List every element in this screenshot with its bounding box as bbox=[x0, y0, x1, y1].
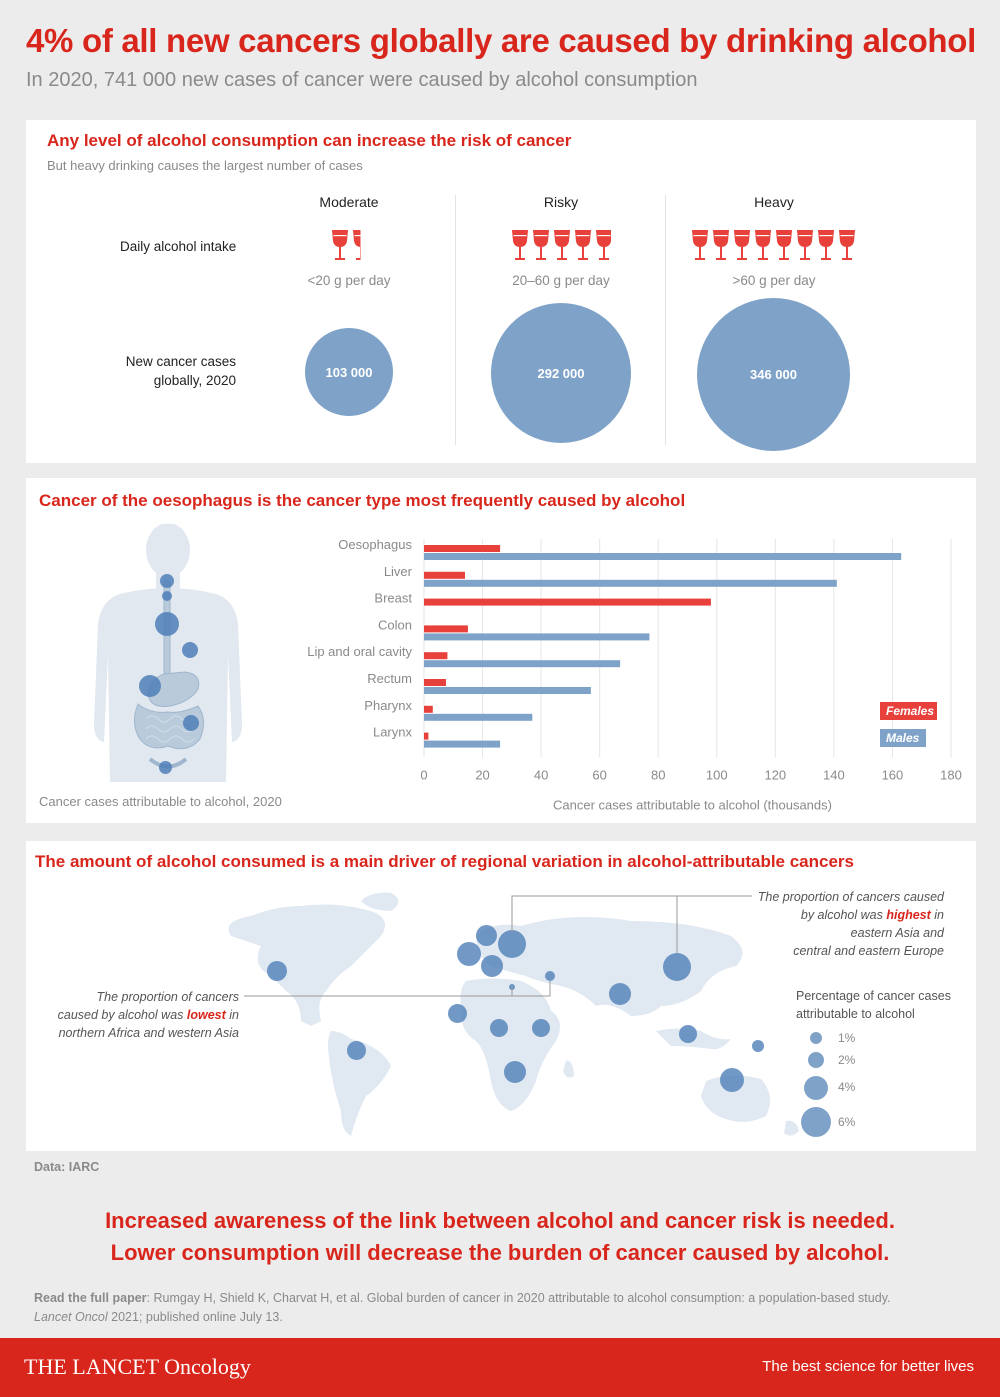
column-head-moderate: Moderate bbox=[319, 194, 379, 210]
cases-bubble-moderate bbox=[305, 328, 393, 416]
body-marker-rectum bbox=[159, 761, 172, 774]
body-marker-oesophagus bbox=[155, 612, 179, 636]
bar-females bbox=[424, 679, 446, 686]
x-tick-label: 140 bbox=[823, 767, 845, 783]
x-tick-label: 0 bbox=[420, 767, 428, 783]
wine-glass-icon bbox=[353, 230, 367, 260]
cta-line-2: Lower consumption will decrease the burden of cancer caused by alcohol. bbox=[110, 1240, 890, 1265]
panel1-title: Any level of alcohol consumption can increase the risk of cancer bbox=[47, 131, 572, 150]
wine-glass-icon bbox=[596, 230, 611, 260]
panel-cancer-types bbox=[26, 478, 976, 823]
reference-tail: 2021; published online July 13. bbox=[107, 1310, 283, 1324]
wine-glasses-risky bbox=[511, 228, 611, 264]
lancet-logo[interactable] bbox=[24, 1354, 251, 1380]
x-tick-label: 40 bbox=[533, 767, 549, 783]
main-title: 4% of all new cancers globally are caused by drinking alcohol bbox=[26, 22, 977, 59]
row-label-intake: Daily alcohol intake bbox=[120, 239, 237, 254]
intake-heavy: >60 g per day bbox=[732, 273, 816, 288]
panel1-subtitle: But heavy drinking causes the largest number of cases bbox=[47, 158, 363, 173]
note-highest-line1: The proportion of cancers caused bbox=[757, 890, 944, 904]
cases-value-moderate: 103 000 bbox=[325, 364, 373, 380]
wine-glass-icon bbox=[713, 230, 729, 260]
footer-bar bbox=[0, 1338, 1000, 1397]
bar-females bbox=[424, 652, 447, 659]
category-label: Liver bbox=[383, 563, 412, 579]
cta-line-1: Increased awareness of the link between alcohol and cancer risk is needed. bbox=[105, 1208, 895, 1233]
x-tick-label: 180 bbox=[940, 767, 962, 783]
category-label: Breast bbox=[374, 590, 412, 606]
bar-females bbox=[424, 599, 711, 606]
brand-sub: Oncology bbox=[164, 1354, 251, 1379]
reference-lead[interactable]: Read the full paper bbox=[34, 1291, 147, 1305]
note-lowest-line3: northern Africa and western Asia bbox=[58, 1026, 239, 1040]
body-marker-liver bbox=[139, 675, 161, 697]
category-label: Colon bbox=[378, 617, 412, 633]
legend-bubble-1 bbox=[810, 1032, 822, 1044]
panel3-title: The amount of alcohol consumed is a main driver of regional variation in alcohol-attributable cancers bbox=[35, 852, 854, 871]
legend-label-4: 4% bbox=[838, 1080, 856, 1094]
bar-males bbox=[424, 687, 591, 694]
data-source: Data: IARC bbox=[34, 1160, 100, 1174]
body-marker-oral bbox=[160, 574, 174, 588]
legend-bubble-2 bbox=[808, 1052, 824, 1068]
bar-males bbox=[424, 714, 532, 721]
note-lowest-keyword: lowest bbox=[186, 1008, 226, 1022]
wine-glass-icon bbox=[734, 230, 750, 260]
x-tick-label: 100 bbox=[705, 767, 728, 783]
panel2-title: Cancer of the oesophagus is the cancer type most frequently caused by alcohol bbox=[39, 491, 686, 510]
bar-males bbox=[424, 633, 649, 640]
panel-consumption-levels bbox=[26, 120, 976, 463]
footer-tagline: The best science for better lives bbox=[762, 1358, 974, 1375]
legend-label-1: 1% bbox=[838, 1031, 856, 1045]
brand-main: THE LANCET bbox=[24, 1354, 159, 1379]
wine-glass-icon bbox=[839, 230, 855, 260]
column-head-heavy: Heavy bbox=[754, 194, 794, 210]
row-label-cases: New cancer cases globally, 2020 bbox=[125, 354, 236, 388]
human-body-illustration bbox=[90, 524, 270, 784]
reference-text: : Rumgay H, Shield K, Charvat H, et al. Global burden of cancer in 2020 attributable to alcohol consumption: a population-based study. bbox=[146, 1291, 891, 1305]
category-label: Pharynx bbox=[364, 697, 412, 713]
cases-value-risky: 292 000 bbox=[537, 365, 585, 381]
legend-label-6: 6% bbox=[838, 1115, 856, 1129]
column-separator bbox=[455, 195, 456, 445]
legend-males: Males bbox=[880, 729, 926, 747]
x-axis-label: Cancer cases attributable to alcohol (thousands) bbox=[553, 797, 832, 813]
wine-glass-icon bbox=[533, 230, 549, 260]
note-highest-line4: central and eastern Europe bbox=[793, 944, 944, 958]
wine-glasses-heavy bbox=[691, 228, 861, 264]
x-tick-label: 120 bbox=[764, 767, 787, 783]
note-highest-keyword: highest bbox=[886, 908, 931, 922]
bar-males bbox=[424, 580, 837, 587]
map-legend-title bbox=[796, 987, 951, 1023]
bar-females bbox=[424, 625, 468, 632]
note-highest-line2a: by alcohol was bbox=[800, 908, 887, 922]
category-label: Larynx bbox=[372, 724, 412, 740]
cancer-type-bar-chart bbox=[266, 533, 966, 818]
column-separator bbox=[665, 195, 666, 445]
body-marker-colon bbox=[183, 715, 199, 731]
reference bbox=[34, 1289, 974, 1327]
wine-glass-icon bbox=[692, 230, 708, 260]
category-label: Rectum bbox=[367, 671, 412, 686]
bar-males bbox=[424, 660, 620, 667]
wine-glass-icon bbox=[332, 230, 348, 260]
cases-bubble-heavy bbox=[697, 298, 850, 451]
wine-glass-icon bbox=[554, 230, 570, 260]
intake-risky: 20–60 g per day bbox=[512, 273, 610, 288]
wine-glass-icon bbox=[755, 230, 771, 260]
wine-glass-icon bbox=[575, 230, 591, 260]
bar-females bbox=[424, 572, 465, 579]
body-marker-breast bbox=[182, 642, 198, 658]
cases-value-heavy: 346 000 bbox=[750, 367, 797, 382]
category-label: Lip and oral cavity bbox=[307, 644, 412, 660]
main-subtitle: In 2020, 741 000 new cases of cancer were caused by alcohol consumption bbox=[26, 69, 698, 91]
note-highest-line3: eastern Asia and bbox=[850, 926, 944, 940]
note-lowest-line1: The proportion of cancers bbox=[96, 990, 239, 1004]
bar-females bbox=[424, 545, 500, 552]
panel-regional-map bbox=[26, 841, 976, 1151]
reference-journal: Lancet Oncol bbox=[34, 1310, 108, 1324]
cases-bubble-risky bbox=[491, 303, 631, 443]
wine-glass-icon bbox=[776, 230, 792, 260]
legend-label-2: 2% bbox=[838, 1053, 856, 1067]
bar-males bbox=[424, 741, 500, 748]
note-lowest-line2a: caused by alcohol was bbox=[57, 1008, 187, 1022]
wine-glass-icon bbox=[797, 230, 813, 260]
x-tick-label: 60 bbox=[592, 767, 607, 783]
x-tick-label: 20 bbox=[475, 767, 490, 783]
bar-females bbox=[424, 733, 428, 740]
note-lowest bbox=[34, 988, 239, 1042]
legend-bubble-6 bbox=[801, 1107, 831, 1137]
map-legend-title-line2: attributable to alcohol bbox=[796, 1007, 915, 1021]
wine-glasses-moderate bbox=[331, 228, 367, 264]
note-highest-line2b: in bbox=[930, 908, 944, 922]
note-lowest-line2b: in bbox=[225, 1008, 239, 1022]
note-highest bbox=[756, 888, 944, 960]
category-label: Oesophagus bbox=[338, 537, 412, 552]
column-head-risky: Risky bbox=[543, 194, 579, 210]
body-marker-pharynx bbox=[162, 591, 172, 601]
wine-glass-icon bbox=[818, 230, 834, 260]
legend-bubble-4 bbox=[804, 1076, 828, 1100]
body-caption: Cancer cases attributable to alcohol, 2020 bbox=[39, 794, 282, 809]
wine-glass-icon bbox=[512, 230, 528, 260]
intake-moderate: <20 g per day bbox=[307, 273, 391, 288]
x-tick-label: 160 bbox=[881, 767, 904, 783]
bar-females bbox=[424, 706, 433, 713]
bar-males bbox=[424, 553, 901, 560]
x-tick-label: 80 bbox=[650, 767, 666, 783]
map-legend-title-line1: Percentage of cancer cases bbox=[796, 989, 951, 1003]
legend-females: Females bbox=[880, 702, 937, 720]
